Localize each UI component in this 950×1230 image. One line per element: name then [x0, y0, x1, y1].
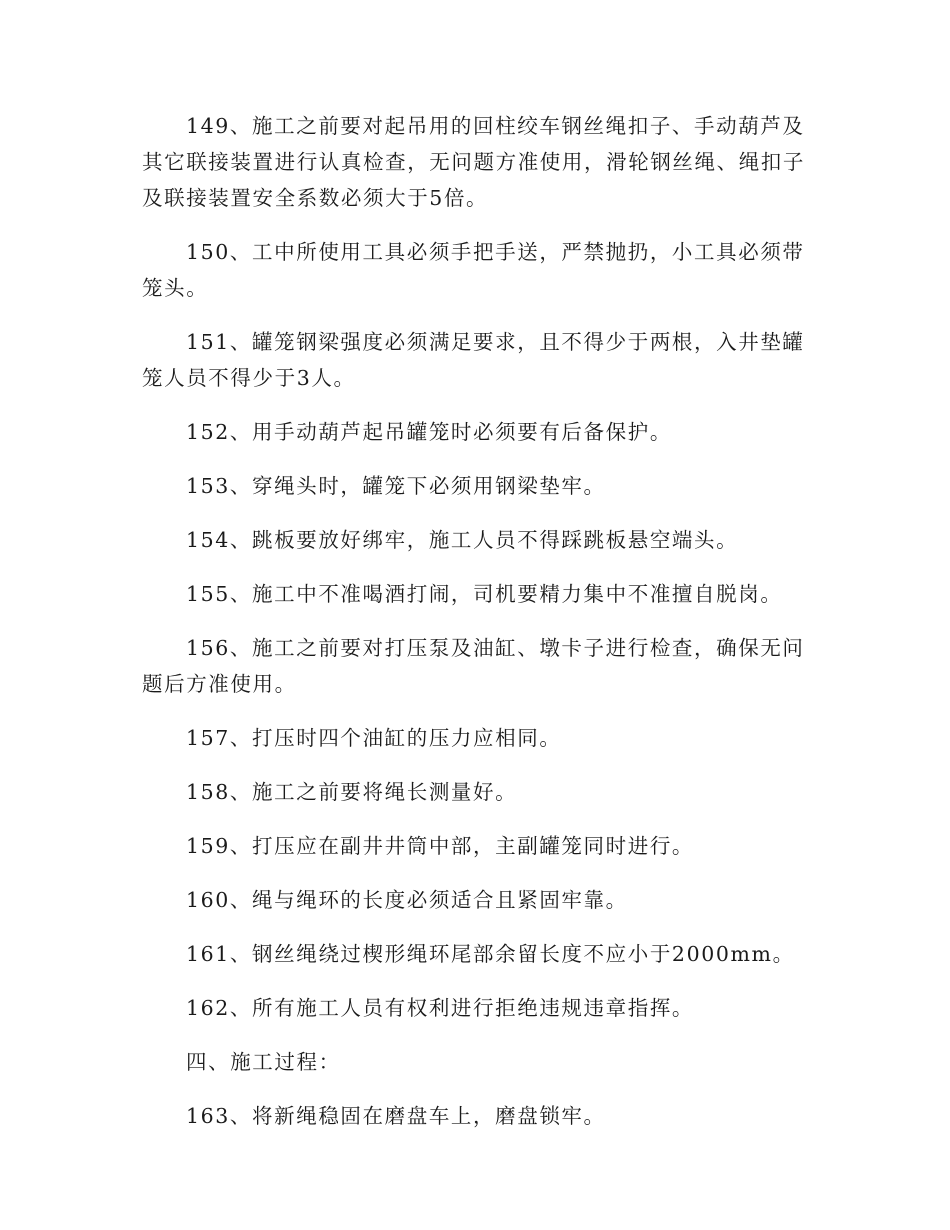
paragraph-158: 158、施工之前要将绳长测量好。: [186, 780, 518, 804]
paragraph-160: 160、绳与绳环的长度必须适合且紧固牢靠。: [186, 888, 628, 912]
paragraph-156: 156、施工之前要对打压泵及油缸、墩卡子进行检查，确保无问题后方准使用。: [142, 636, 805, 696]
paragraph-149: 149、施工之前要对起吊用的回柱绞车钢丝绳扣子、手动葫芦及其它联接装置进行认真检查，无问题方准使用，滑轮钢丝绳、绳扣子及联接装置安全系数必须大于5倍。: [142, 114, 805, 210]
paragraph-163: 163、将新绳稳固在磨盘车上，磨盘锁牢。: [186, 1104, 606, 1128]
paragraph-152: 152、用手动葫芦起吊罐笼时必须要有后备保护。: [186, 420, 672, 444]
paragraph-159: 159、打压应在副井井筒中部，主副罐笼同时进行。: [186, 834, 695, 858]
paragraph-161: 161、钢丝绳绕过楔形绳环尾部余留长度不应小于2000mm。: [186, 942, 795, 966]
paragraph-151: 151、罐笼钢梁强度必须满足要求，且不得少于两根，入井垫罐笼人员不得少于3人。: [142, 330, 805, 390]
paragraph-162: 162、所有施工人员有权利进行拒绝违规违章指挥。: [186, 996, 695, 1020]
paragraph-153: 153、穿绳头时，罐笼下必须用钢梁垫牢。: [186, 474, 606, 498]
paragraph-157: 157、打压时四个油缸的压力应相同。: [186, 726, 562, 750]
section-heading-4: 四、施工过程：: [186, 1050, 341, 1074]
paragraph-150: 150、工中所使用工具必须手把手送，严禁抛扔，小工具必须带笼头。: [142, 240, 805, 300]
paragraph-154: 154、跳板要放好绑牢，施工人员不得踩跳板悬空端头。: [186, 528, 739, 552]
paragraph-155: 155、施工中不准喝酒打闹，司机要精力集中不准擅自脱岗。: [186, 582, 783, 606]
document-page: [142, 108, 808, 1152]
